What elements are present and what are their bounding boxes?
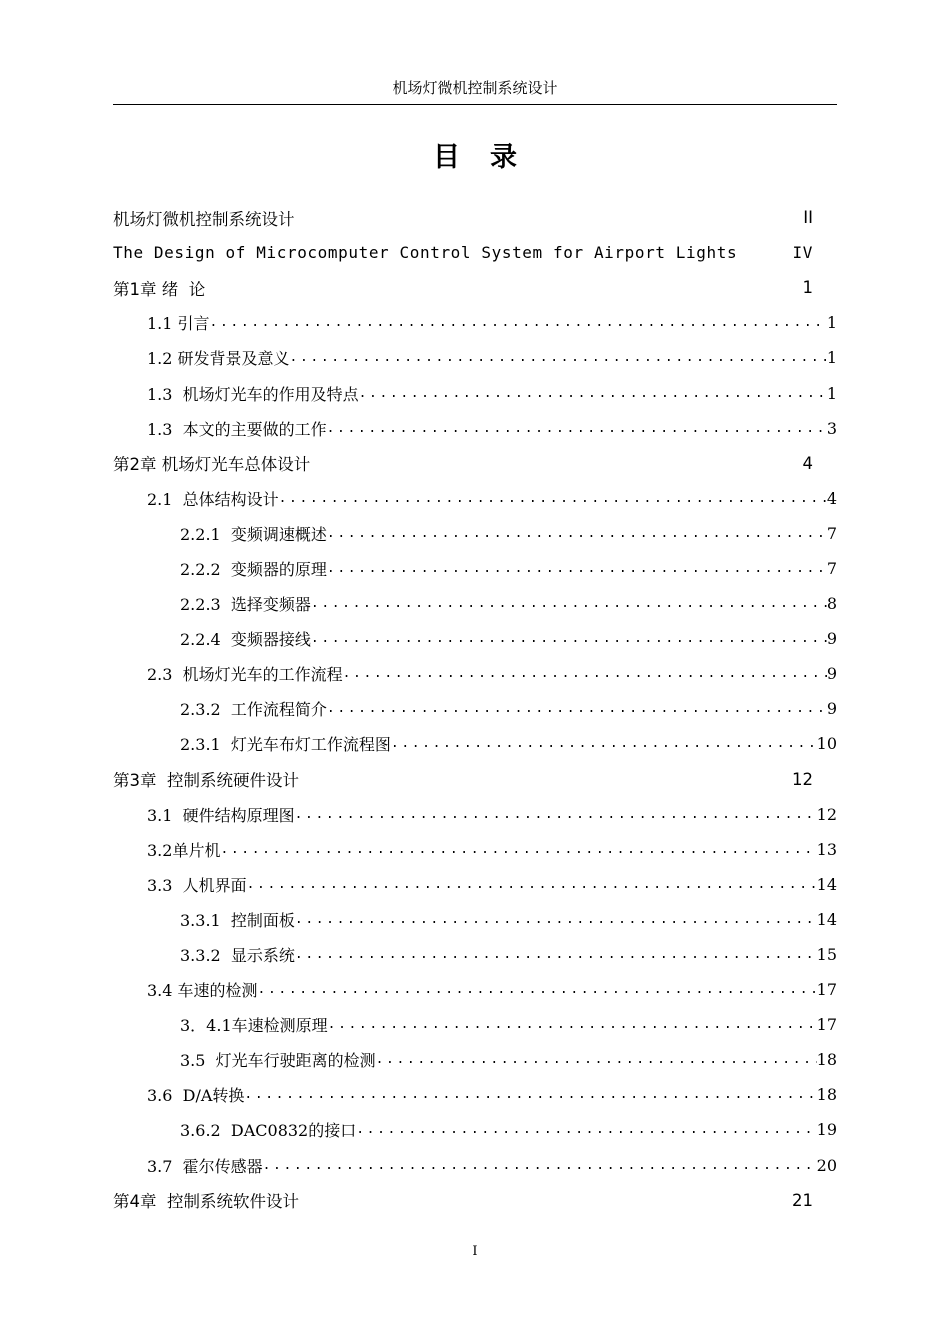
toc-entry-page: 17 — [816, 980, 837, 1000]
toc-entry-chapter-1[interactable] — [113, 270, 837, 305]
toc-leader-dots — [295, 947, 817, 962]
toc-entry-3-6[interactable] — [113, 1077, 837, 1112]
toc-entry-text: 3.1 硬件结构原理图 — [147, 805, 295, 825]
toc-entry-page: 15 — [816, 945, 837, 965]
toc-entry-text: 2.3 机场灯光车的工作流程 — [147, 665, 343, 685]
toc-entry-text: 3.6 D/A转换 — [147, 1086, 245, 1106]
toc-entry-page: 12 — [792, 769, 813, 789]
toc-entry-2-2-3[interactable] — [113, 586, 837, 621]
toc-leader-dots — [258, 982, 817, 997]
toc-entry-page: 4 — [802, 453, 813, 473]
toc-entry-page: 1 — [826, 348, 837, 368]
toc-entry-1-3b[interactable] — [113, 411, 837, 446]
toc-leader-dots — [290, 350, 827, 365]
toc-entry-text: 第2章 机场灯光车总体设计 — [113, 455, 311, 475]
toc-leader-dots — [327, 421, 827, 436]
toc-leader-dots — [263, 1158, 817, 1173]
toc-entry-text: 2.2.2 变频器的原理 — [180, 559, 327, 579]
toc-entry-text: 2.3.1 灯光车布灯工作流程图 — [180, 735, 391, 755]
toc-entry-2-2-2[interactable] — [113, 551, 837, 586]
toc-entry-text: 1.3 机场灯光车的作用及特点 — [147, 384, 359, 404]
toc-entry-2-3-1[interactable] — [113, 726, 837, 761]
toc-entry-text: 2.2.3 选择变频器 — [180, 595, 311, 615]
toc-entry-page: 9 — [826, 699, 837, 719]
toc-leader-dots — [210, 315, 827, 330]
toc-title: 目录 — [433, 142, 547, 173]
toc-leader-dots — [295, 912, 817, 927]
toc-entry-3-2[interactable] — [113, 832, 837, 867]
header-rule — [113, 104, 837, 105]
toc-leader-dots — [220, 842, 816, 857]
toc-leader-dots — [295, 807, 817, 822]
toc-entry-3-6-2[interactable] — [113, 1112, 837, 1147]
toc-entry-text: 第1章 绪 论 — [113, 279, 206, 299]
toc-entry-text: 1.1 引言 — [147, 314, 210, 334]
toc-entry-page: 3 — [826, 418, 837, 438]
toc-entry-text: 3.7 霍尔传感器 — [147, 1156, 263, 1176]
toc-leader-dots — [376, 1052, 817, 1067]
toc-entry-chapter-2[interactable] — [113, 446, 837, 481]
toc-entry-3-4[interactable] — [113, 972, 837, 1007]
toc-entry-page: 1 — [826, 383, 837, 403]
toc-leader-dots — [391, 736, 817, 751]
toc-entry-text: The Design of Microcomputer Control System for Airport Lights — [113, 243, 738, 263]
toc-entry-text: 3.3.2 显示系统 — [180, 946, 295, 966]
toc-entry-page: 1 — [802, 278, 813, 298]
toc-entry-page: 18 — [816, 1050, 837, 1070]
toc-entry-page: 9 — [826, 629, 837, 649]
toc-leader-dots — [328, 1017, 817, 1032]
toc-entry-3-1[interactable] — [113, 797, 837, 832]
toc-entry-page: 13 — [816, 839, 837, 859]
toc-entry-1-1[interactable] — [113, 305, 837, 340]
toc-entry-text: 机场灯微机控制系统设计 — [113, 209, 295, 229]
toc-entry-page: 7 — [826, 558, 837, 578]
toc-entry-chapter-4[interactable] — [113, 1183, 837, 1218]
toc-entry-page: 4 — [826, 488, 837, 508]
toc-entry-text: 3.2单片机 — [147, 840, 221, 860]
toc-leader-dots — [279, 491, 827, 506]
toc-leader-dots — [356, 1122, 816, 1137]
toc-entry-1-3a[interactable] — [113, 375, 837, 410]
toc-leader-dots — [247, 877, 817, 892]
toc-entry-3-3[interactable] — [113, 867, 837, 902]
toc-entry-text: 3.3 人机界面 — [147, 875, 247, 895]
toc-entry-page: IV — [792, 243, 813, 263]
toc-entry-page: 7 — [826, 523, 837, 543]
toc-leader-dots — [244, 1087, 816, 1102]
toc-entry-text: 3．4.1车速检测原理 — [180, 1016, 328, 1036]
toc-entry-2-1[interactable] — [113, 481, 837, 516]
toc-entry-page: 14 — [816, 874, 837, 894]
toc-entry-page: 9 — [826, 664, 837, 684]
toc-entry-3-3-2[interactable] — [113, 937, 837, 972]
toc-entry-text: 2.3.2 工作流程简介 — [180, 700, 327, 720]
toc-entry-page: 14 — [816, 909, 837, 929]
toc-entry-abstract-cn[interactable] — [113, 200, 837, 235]
toc-entry-2-2-4[interactable] — [113, 621, 837, 656]
toc-entry-page: 10 — [816, 734, 837, 754]
toc-leader-dots — [327, 526, 827, 541]
toc-leader-dots — [327, 561, 827, 576]
toc-leader-dots — [327, 701, 827, 716]
running-header: 机场灯微机控制系统设计 — [392, 79, 558, 97]
toc-entry-abstract-en[interactable] — [113, 235, 837, 270]
toc-entry-page: II — [803, 208, 813, 228]
toc-entry-page: 17 — [816, 1015, 837, 1035]
toc-leader-dots — [343, 666, 827, 681]
toc-entry-2-2-1[interactable] — [113, 516, 837, 551]
toc-entry-page: 8 — [826, 594, 837, 614]
toc-entry-page: 21 — [792, 1190, 813, 1210]
toc-leader-dots — [311, 631, 827, 646]
toc-entry-chapter-3[interactable] — [113, 762, 837, 797]
toc-entry-text: 2.2.1 变频调速概述 — [180, 524, 327, 544]
toc-entry-page: 19 — [816, 1120, 837, 1140]
toc-entry-text: 3.5 灯光车行驶距离的检测 — [180, 1051, 376, 1071]
toc-entry-text: 1.2 研发背景及意义 — [147, 349, 290, 369]
toc-entry-page: 18 — [816, 1085, 837, 1105]
toc-entry-text: 第4章 控制系统软件设计 — [113, 1192, 299, 1212]
toc-entry-2-3[interactable] — [113, 656, 837, 691]
toc-entry-text: 3.6.2 DAC0832的接口 — [180, 1121, 357, 1141]
toc-entry-page: 20 — [816, 1155, 837, 1175]
toc-entry-page: 12 — [816, 804, 837, 824]
toc-leader-dots — [311, 596, 827, 611]
page-number: I — [472, 1244, 478, 1259]
toc-entry-text: 3.4 车速的检测 — [147, 981, 258, 1001]
toc-entry-3-5[interactable] — [113, 1042, 837, 1077]
toc-entry-1-2[interactable] — [113, 340, 837, 375]
toc-entry-text: 1.3 本文的主要做的工作 — [147, 419, 327, 439]
toc-entry-page: 1 — [826, 313, 837, 333]
toc-entry-3-4-1[interactable] — [113, 1007, 837, 1042]
toc-entry-text: 第3章 控制系统硬件设计 — [113, 771, 299, 791]
toc-leader-dots — [359, 386, 827, 401]
toc-entry-3-7[interactable] — [113, 1148, 837, 1183]
toc-entry-text: 2.2.4 变频器接线 — [180, 630, 311, 650]
toc-entry-3-3-1[interactable] — [113, 902, 837, 937]
toc-entry-text: 3.3.1 控制面板 — [180, 910, 295, 930]
table-of-contents — [113, 200, 837, 1218]
toc-entry-text: 2.1 总体结构设计 — [147, 489, 279, 509]
toc-entry-2-3-2[interactable] — [113, 691, 837, 726]
